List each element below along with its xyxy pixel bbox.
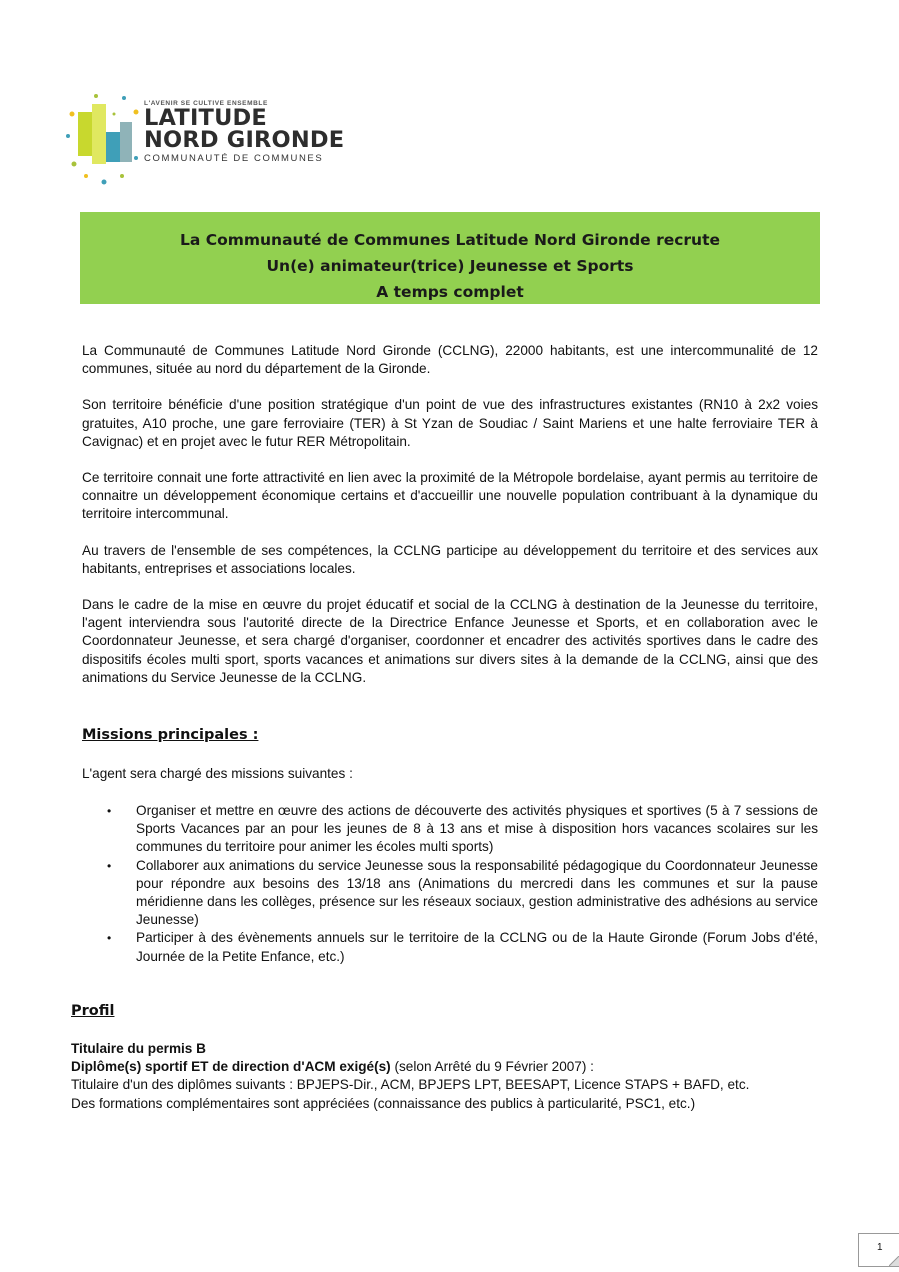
paragraph: La Communauté de Communes Latitude Nord Gironde (CCLNG), 22000 habitants, est une intercommunalité de 12 communes, située au nord du département de la Gironde. — [82, 343, 818, 377]
missions-list — [82, 802, 818, 966]
missions-intro: L'agent sera chargé des missions suivantes : — [82, 766, 353, 781]
page-fold-icon — [889, 1256, 899, 1266]
diplome-line — [71, 1058, 831, 1076]
paragraph: Dans le cadre de la mise en œuvre du projet éducatif et social de la CCLNG à destination de la Jeunesse du territoire, l'agent interviendra sous l'autorité directe de la Directrice Enfance Jeunesse et Sports, et en collaboration avec le Coordonnateur Jeunesse, et sera chargé d'organiser, coordonner et encadrer des activités sportives dans le cadre des dispositifs écoles multi sport, sports vacances et animations sur divers sites à la demande de la CCLNG, ainsi que des animations du Service Jeunesse de la CCLNG. — [82, 597, 818, 685]
diplome-bold: Diplôme(s) sportif ET de direction d'ACM exigé(s) — [71, 1059, 391, 1075]
logo-line-1: LATITUDE — [144, 105, 267, 131]
banner-line-1: La Communauté de Communes Latitude Nord Gironde recrute — [179, 231, 721, 249]
logo-subtitle: COMMUNAUTÉ DE COMMUNES — [144, 153, 324, 164]
formations-line: Des formations complémentaires sont appréciées (connaissance des publics à particularité, PSC1, etc.) — [71, 1095, 696, 1111]
intro-body — [82, 342, 818, 705]
paragraph: Son territoire bénéficie d'une position stratégique d'un point de vue des infrastructures existantes (RN10 à 2x2 voies gratuites, A10 proche, une gare ferroviaire (TER) à St Yzan de Soudiac / Saint Mariens et une halte ferroviaire TER à Cavignac) et en projet avec le futur RER Métropolitain. — [82, 397, 818, 449]
profil-title: Profil — [71, 1003, 115, 1019]
permis-line: Titulaire du permis B — [71, 1041, 206, 1056]
diplome-rest: (selon Arrêté du 9 Février 2007) : — [390, 1059, 594, 1075]
page-number-box — [858, 1233, 899, 1267]
list-item — [82, 857, 818, 930]
bullet-icon: • — [107, 858, 112, 873]
page-number: 1 — [877, 1242, 883, 1253]
bullet-icon: • — [107, 804, 112, 818]
paragraph: Au travers de l'ensemble de ses compétences, la CCLNG participe au développement du territoire et des services aux habitants, entreprises et associations locales. — [82, 542, 818, 576]
logo-text — [144, 100, 344, 164]
logo-line-2: NORD GIRONDE — [144, 127, 345, 153]
logo — [66, 92, 356, 188]
list-item — [82, 929, 818, 965]
list-item-text: Participer à des évènements annuels sur le territoire de la CCLNG ou de la Haute Gironde (Forum Jobs d'été, Journée de la Petite Enfance, etc.) — [136, 930, 818, 964]
list-item-text: Collaborer aux animations du service Jeunesse sous la responsabilité pédagogique du Coordonnateur Jeunesse pour répondre aux besoins des 13/18 ans (Animations du mercredi dans les communes et sur la pause méridienne dans les collèges, présence sur les réseaux sociaux, gestion administrative des adhésions au service Jeunesse) — [136, 857, 818, 928]
paragraph: Ce territoire connait une forte attractivité en lien avec la proximité de la Métropole bordelaise, ayant permis au territoire de connaitre un développement économique certains et d'accueillir une nouvelle population contribuant à la dynamique du territoire intercommunal. — [82, 470, 818, 522]
logo-mark-icon — [66, 92, 146, 188]
profil-body — [71, 1040, 831, 1113]
bullet-icon: • — [107, 931, 112, 946]
title-banner — [80, 212, 820, 304]
logo-tagline: L'AVENIR SE CULTIVE ENSEMBLE — [144, 100, 268, 107]
missions-title: Missions principales : — [82, 727, 259, 743]
banner-line-2: Un(e) animateur(trice) Jeunesse et Sports — [266, 257, 634, 275]
diplomes-list-line: Titulaire d'un des diplômes suivants : BPJEPS-Dir., ACM, BPJEPS LPT, BEESAPT, Licence STAPS + BAFD, etc. — [71, 1077, 750, 1093]
list-item-text: Organiser et mettre en œuvre des actions de découverte des activités physiques et sportives (5 à 7 sessions de Sports Vacances par an pour les jeunes de 8 à 13 ans et mise à disposition hors vacances scolaires sur les communes du territoire pour animer les écoles multi sports) — [136, 803, 818, 855]
banner-line-3: A temps complet — [376, 283, 524, 301]
list-item — [82, 802, 818, 857]
